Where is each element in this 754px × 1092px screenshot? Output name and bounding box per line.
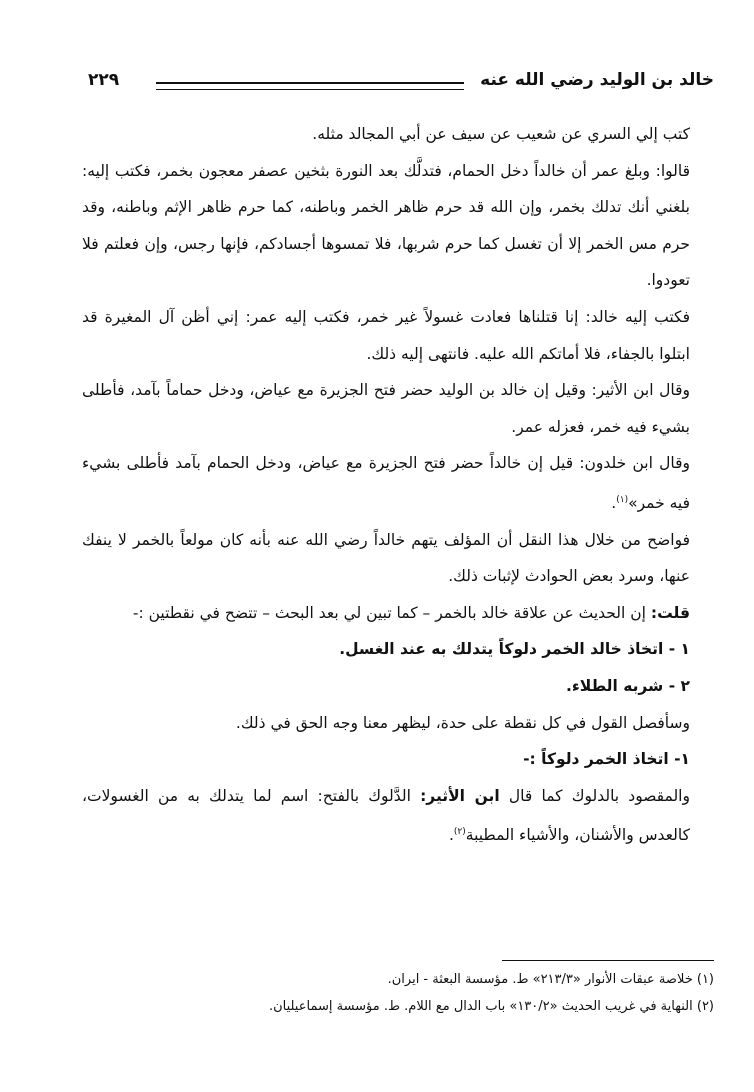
qult-label: قلت: [650, 603, 690, 622]
paragraph: فكتب إليه خالد: إنا قتلناها فعادت غسولاً غير خمر، فكتب إليه عمر: إني أظن آل المغيرة قد ابتلوا بالجفاء، فلا أماتكم الله عليه. فانتهى إليه ذلك. [82, 307, 690, 363]
page-header [88, 68, 714, 100]
qult-text: إن الحديث عن علاقة خالد بالخمر – كما تبين لي بعد البحث – تتضح في نقطتين :- [132, 603, 646, 622]
footnote-ref: (١) [616, 494, 629, 505]
dalook-source: ابن الأثير: [420, 786, 500, 805]
paragraph: قالوا: وبلغ عمر أن خالداً دخل الحمام، فتدلَّك بعد النورة بثخين عصفر معجون بخمر، فكتب إليه: بلغني أنك تدلك بخمر، وإن الله قد حرم ظاهر الخمر وباطنه، كما حرم ظاهر الإثم وباطنه، وقد حرم مس الخمر إلا أن تغسل كما حرم شربها، فلا تمسوها أجسادكم، فإنها رجس، وإن فعلتم فلا تعودوا. [82, 161, 690, 290]
paragraph: وسأفصل القول في كل نقطة على حدة، ليظهر معنا وجه الحق في ذلك. [235, 713, 690, 732]
subheading: ١- اتخاذ الخمر دلوكاً :- [523, 750, 690, 769]
footnote: (٢) النهاية في غريب الحديث «١٣٠/٢» باب الدال مع اللام. ط. مؤسسة إسماعيليان. [268, 999, 714, 1014]
list-item: ٢ - شربه الطلاء. [565, 677, 690, 696]
dalook-paragraph: والمقصود بالدلوك كما قال ابن الأثير: الدَّلوك بالفتح: اسم لما يتدلك به من الغسولات، كالعدس والأشنان، والأشياء المطيبة$^{(٢)}$. [82, 786, 690, 845]
qult-paragraph [82, 595, 714, 632]
paragraph: وقال ابن الأثير: وقيل إن خالد بن الوليد حضر فتح الجزيرة مع عياض، ودخل حماماً بآمد، فأطلى بشيء فيه خمر، فعزله عمر. [82, 381, 690, 436]
header-rule [156, 82, 464, 90]
paragraph-with-footnote: وقال ابن خلدون: قيل إن خالداً حضر فتح الجزيرة مع عياض، ودخل الحمام بآمد فأطلى بشيء فيه خمر»$^{(١)}$. [82, 454, 690, 513]
main-text [82, 116, 714, 854]
paragraph: كتب إلي السري عن شعيب عن سيف عن أبي المجالد مثله. [312, 125, 690, 143]
list-item: ١ - اتخاذ خالد الخمر دلوكاً يتدلك به عند الغسل. [339, 640, 690, 659]
paragraph: فواضح من خلال هذا النقل أن المؤلف يتهم خالداً رضي الله عنه بأنه كان مولعاً بالخمر لا ينفك عنها، وسرد بعض الحوادث لإثبات ذلك. [82, 530, 690, 586]
footnote-divider [502, 960, 714, 961]
footnotes [82, 966, 714, 1020]
footnote: (١) خلاصة عبقات الأنوار «٢١٣/٣» ط. مؤسسة البعثة - ايران. [387, 972, 714, 987]
running-title: خالد بن الوليد رضي الله عنه [480, 70, 714, 90]
paragraph-text: وقال ابن خلدون: قيل إن خالداً حضر فتح الجزيرة مع عياض، ودخل الحمام بآمد فأطلى بشيء فيه خمر» [82, 454, 690, 513]
dalook-prefix: والمقصود بالدلوك كما قال [508, 786, 690, 805]
page-number: ٢٢٩ [88, 70, 120, 90]
dalook-text: الدَّلوك بالفتح: اسم لما يتدلك به من الغسولات، كالعدس والأشنان، والأشياء المطيبة [82, 786, 690, 845]
footnote-ref: (٢) [453, 827, 466, 838]
